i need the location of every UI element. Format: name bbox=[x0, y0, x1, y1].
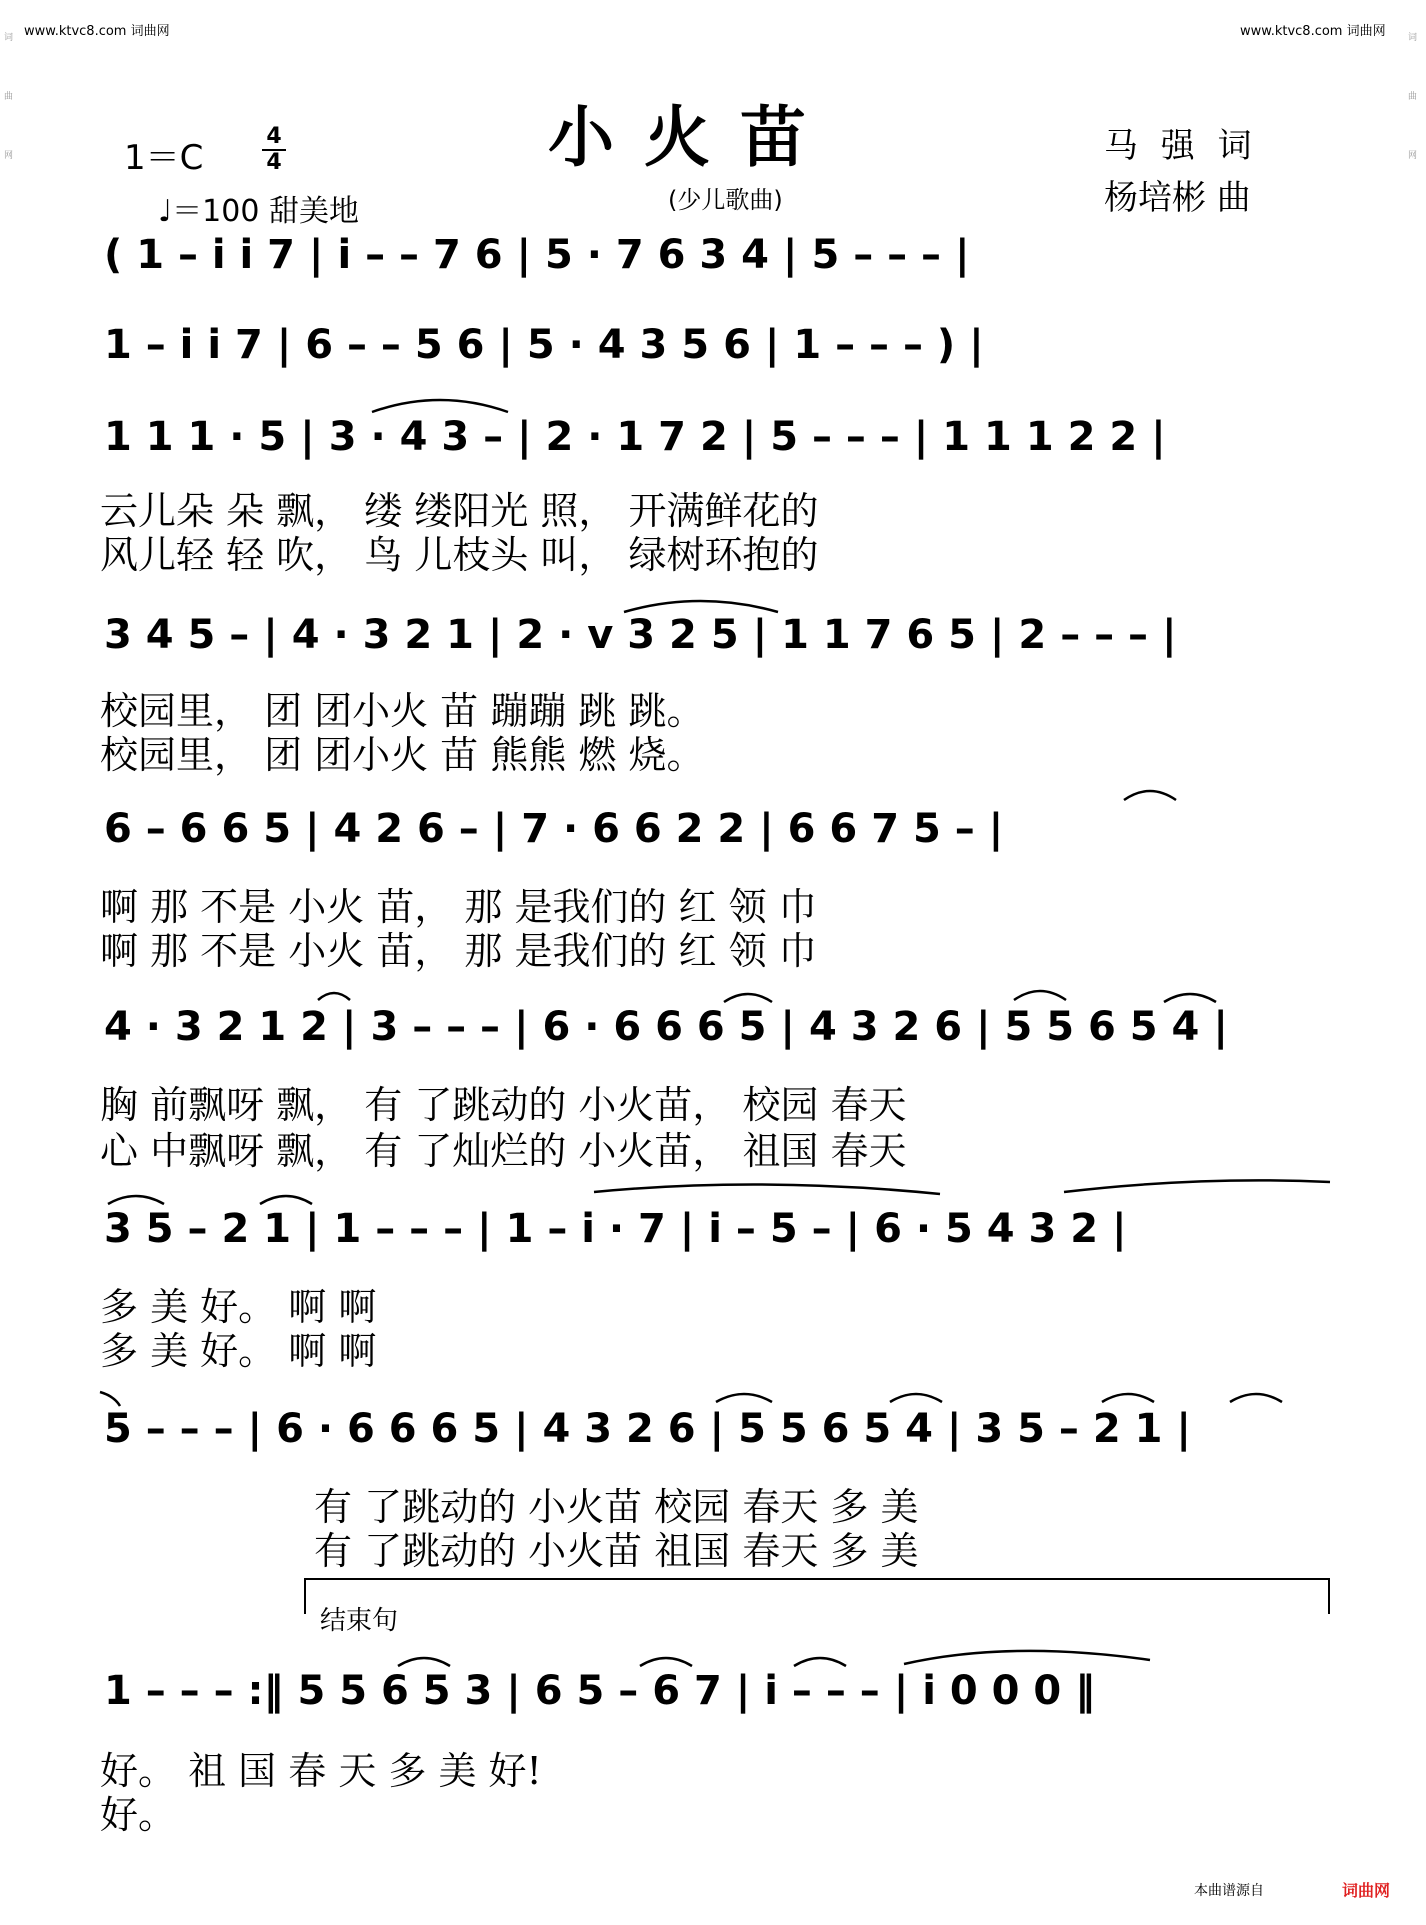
lyric-line-5a: 多 美 好。 啊 啊 bbox=[100, 1285, 377, 1329]
watermark-char: 网 bbox=[4, 151, 14, 161]
time-bottom: 4 bbox=[266, 150, 282, 175]
notation-line-5: 6 – 6 6 5 | 4 2 6 – | 7 · 6 6 2 2 | 6 6 7 5 – | bbox=[104, 806, 1004, 852]
notation-line-7: 3 5 – 2 1 | 1 – – – | 1 – i · 7 | i – 5 – | 6 · 5 4 3 2 | bbox=[104, 1206, 1127, 1252]
ending-label: 结束句 bbox=[320, 1606, 399, 1636]
watermark-char: 词 bbox=[4, 33, 14, 43]
slur bbox=[624, 601, 778, 612]
watermark-char: 曲 bbox=[1408, 92, 1418, 102]
lyricist: 马 强 词 bbox=[1104, 126, 1258, 166]
song-title: 小火苗 bbox=[548, 98, 836, 176]
lyric-line-2b: 校园里， 团 团小火 苗 熊熊 燃 烧。 bbox=[100, 733, 705, 777]
slur bbox=[1230, 1394, 1282, 1402]
quarter-note-icon: ♩ bbox=[158, 194, 173, 229]
slur bbox=[318, 993, 350, 1000]
lyric-line-7a: 好。 祖 国 春 天 多 美 好! bbox=[100, 1749, 542, 1793]
slur bbox=[594, 1184, 940, 1194]
lyric-line-3a: 啊 那 不是 小火 苗， 那 是我们的 红 领 巾 bbox=[100, 885, 817, 929]
notation-line-1: ( 1 – i i 7 | i – – 7 6 | 5 · 7 6 3 4 | 5 – – – | bbox=[104, 232, 970, 278]
notation-line-2: 1 – i i 7 | 6 – – 5 6 | 5 · 4 3 5 6 | 1 – – – ) | bbox=[104, 322, 984, 368]
lyric-line-7b: 好。 bbox=[100, 1793, 177, 1837]
lyric-line-2a: 校园里， 团 团小火 苗 蹦蹦 跳 跳。 bbox=[100, 689, 705, 733]
song-subtitle: (少儿歌曲) bbox=[668, 186, 783, 214]
notation-line-9: 1 – – – :‖ 5 5 6 5 3 | 6 5 – 6 7 | i – – – | i 0 0 0 ‖ bbox=[104, 1668, 1096, 1714]
slur bbox=[260, 1196, 312, 1204]
lyric-line-6a: 有 了跳动的 小火苗 校园 春天 多 美 bbox=[314, 1485, 919, 1529]
slur bbox=[1064, 1180, 1330, 1192]
lyric-line-4a: 胸 前飘呀 飘， 有 了跳动的 小火苗， 校园 春天 bbox=[100, 1083, 907, 1127]
lyric-line-6b: 有 了跳动的 小火苗 祖国 春天 多 美 bbox=[314, 1529, 919, 1573]
slur bbox=[398, 1658, 450, 1666]
site-url-left[interactable]: www.ktvc8.com 词曲网 bbox=[24, 24, 170, 39]
footer-source-site[interactable]: 词曲网 bbox=[1342, 1881, 1391, 1900]
site-url-right[interactable]: www.ktvc8.com 词曲网 bbox=[1240, 24, 1386, 39]
slur bbox=[1164, 994, 1216, 1002]
lyric-line-1b: 风儿轻 轻 吹， 鸟 儿枝头 叫， 绿树环抱的 bbox=[100, 533, 819, 577]
notation-line-6: 4 · 3 2 1 2 | 3 – – – | 6 · 6 6 6 5 | 4 3 2 6 | 5 5 6 5 4 | bbox=[104, 1004, 1228, 1050]
lyric-line-3b: 啊 那 不是 小火 苗， 那 是我们的 红 领 巾 bbox=[100, 929, 817, 973]
slur bbox=[716, 1394, 772, 1402]
slur bbox=[904, 1651, 1150, 1664]
slur bbox=[890, 1394, 942, 1402]
watermark-char: 词 bbox=[1408, 33, 1418, 43]
watermark-char: 网 bbox=[1408, 151, 1418, 161]
watermark-char: 曲 bbox=[4, 92, 14, 102]
tempo-text: ＝100 甜美地 bbox=[172, 194, 359, 229]
slur bbox=[372, 400, 508, 412]
footer-source-label: 本曲谱源自 bbox=[1194, 1883, 1264, 1899]
notation-line-4: 3 4 5 – | 4 · 3 2 1 | 2 · v 3 2 5 | 1 1 7 6 5 | 2 – – – | bbox=[104, 612, 1177, 658]
lyric-line-4b: 心 中飘呀 飘， 有 了灿烂的 小火苗， 祖国 春天 bbox=[100, 1129, 907, 1173]
slur bbox=[100, 1392, 120, 1406]
slur bbox=[1102, 1394, 1154, 1402]
slur bbox=[724, 994, 772, 1002]
time-top: 4 bbox=[266, 124, 282, 149]
slur bbox=[1014, 991, 1066, 1000]
notation-line-8: 5 – – – | 6 · 6 6 6 5 | 4 3 2 6 | 5 5 6 5 4 | 3 5 – 2 1 | bbox=[104, 1406, 1191, 1452]
notation-line-3: 1 1 1 · 5 | 3 · 4 3 – | 2 · 1 7 2 | 5 – – – | 1 1 1 2 2 | bbox=[104, 414, 1166, 460]
composer: 杨培彬 曲 bbox=[1104, 178, 1251, 218]
key-signature: 1＝C bbox=[124, 138, 204, 178]
lyric-line-1a: 云儿朵 朵 飘， 缕 缕阳光 照， 开满鲜花的 bbox=[100, 489, 819, 533]
slur bbox=[1124, 791, 1176, 800]
lyric-line-5b: 多 美 好。 啊 啊 bbox=[100, 1329, 377, 1373]
slur bbox=[108, 1196, 164, 1204]
slur bbox=[794, 1658, 846, 1666]
slur bbox=[640, 1658, 692, 1666]
